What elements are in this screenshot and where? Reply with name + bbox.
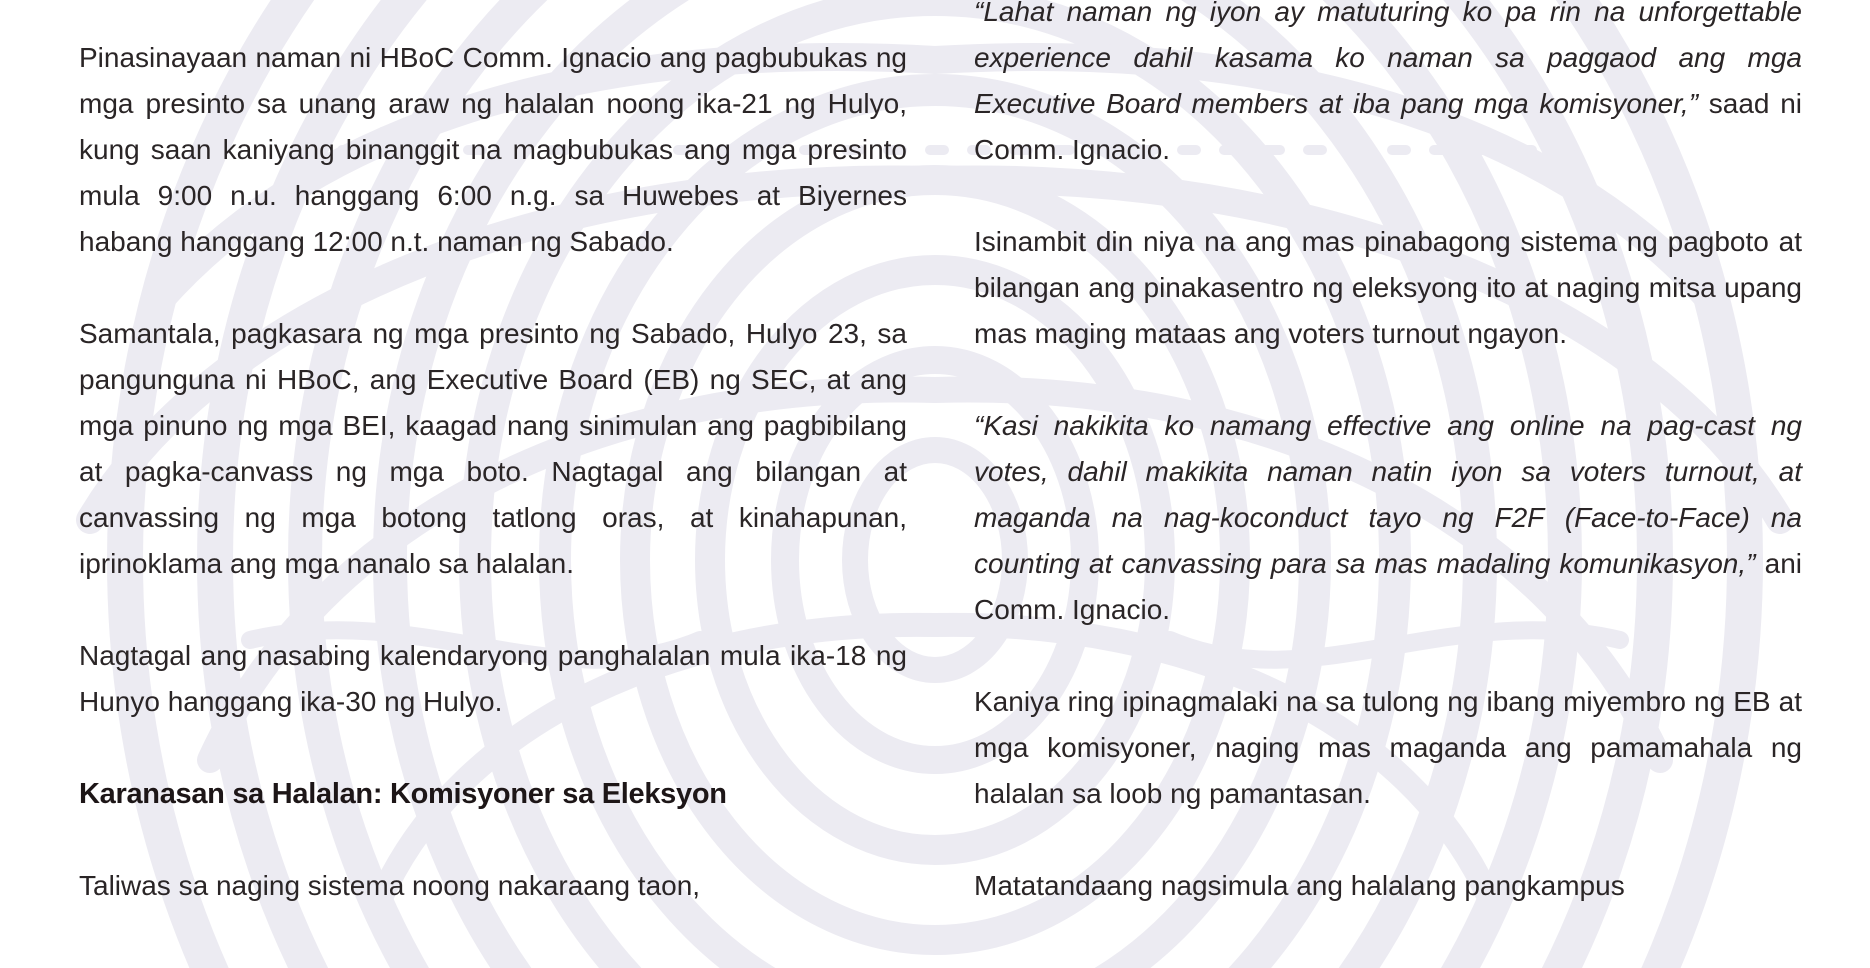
paragraph: Isinambit din niya na ang mas pinabagong sistema ng pagboto at bilangan ang pinakasentro ng eleksyong ito at naging mitsa upang mas maging mataas ang voters turnout ngayon.: [974, 226, 1802, 349]
paragraph: Nagtagal ang nasabing kalendaryong panghalalan mula ika-18 ng Hunyo hanggang ika-30 ng Hulyo.: [79, 640, 907, 717]
paragraph: Kaniya ring ipinagmalaki na sa tulong ng ibang miyembro ng EB at mga komisyoner, naging mas maganda ang pamamahala ng halalan sa loob ng pamantasan.: [974, 686, 1802, 809]
quote-text: “Kasi nakikita ko namang effective ang online na pag-cast ng votes, dahil makikita naman natin iyon sa voters turnout, at maganda na nag-koconduct tayo ng F2F (Face-to-Face) na counting at canvassing para sa mas madaling komunikasyon,”: [974, 410, 1802, 579]
left-column: [79, 0, 907, 955]
quote-attribution: saad ni Comm. Ignacio.: [974, 88, 1802, 165]
quote-attribution: ani Comm. Ignacio.: [974, 548, 1802, 625]
paragraph: Taliwas sa naging sistema noong nakaraang taon,: [79, 870, 701, 901]
paragraph: Pinasinayaan naman ni HBoC Comm. Ignacio ang pagbubukas ng mga presinto sa unang araw ng halalan noong ika-21 ng Hulyo, kung saan kaniyang binanggit na magbubukas ang mga presinto mula 9:00 n.u. hanggang 6:00 n.g. sa Huwebes at Biyernes habang hanggang 12:00 n.t. naman ng Sabado.: [79, 42, 907, 257]
paragraph: Samantala, pagkasara ng mga presinto ng Sabado, Hulyo 23, sa pangunguna ni HBoC, ang Executive Board (EB) ng SEC, at ang mga pinuno ng mga BEI, kaagad nang sinimulan ang pagbibilang at pagka-canvass ng mga boto. Nagtagal ang bilangan at canvassing ng mga botong tatlong oras, at kinahapunan, iprinoklama ang mga nanalo sa halalan.: [79, 318, 907, 579]
right-column: [974, 0, 1802, 955]
quote-text: “Lahat naman ng iyon ay matuturing ko pa rin na unforgettable experience dahil kasama ko naman sa paggaod ang mga Executive Board members at iba pang mga komisyoner,”: [974, 0, 1802, 119]
paragraph: Matatandaang nagsimula ang halalang pangkampus: [974, 870, 1625, 901]
quote-paragraph: [974, 403, 1802, 633]
section-heading: Karanasan sa Halalan: Komisyoner sa Eleksyon: [79, 778, 727, 810]
quote-paragraph: [974, 0, 1802, 173]
